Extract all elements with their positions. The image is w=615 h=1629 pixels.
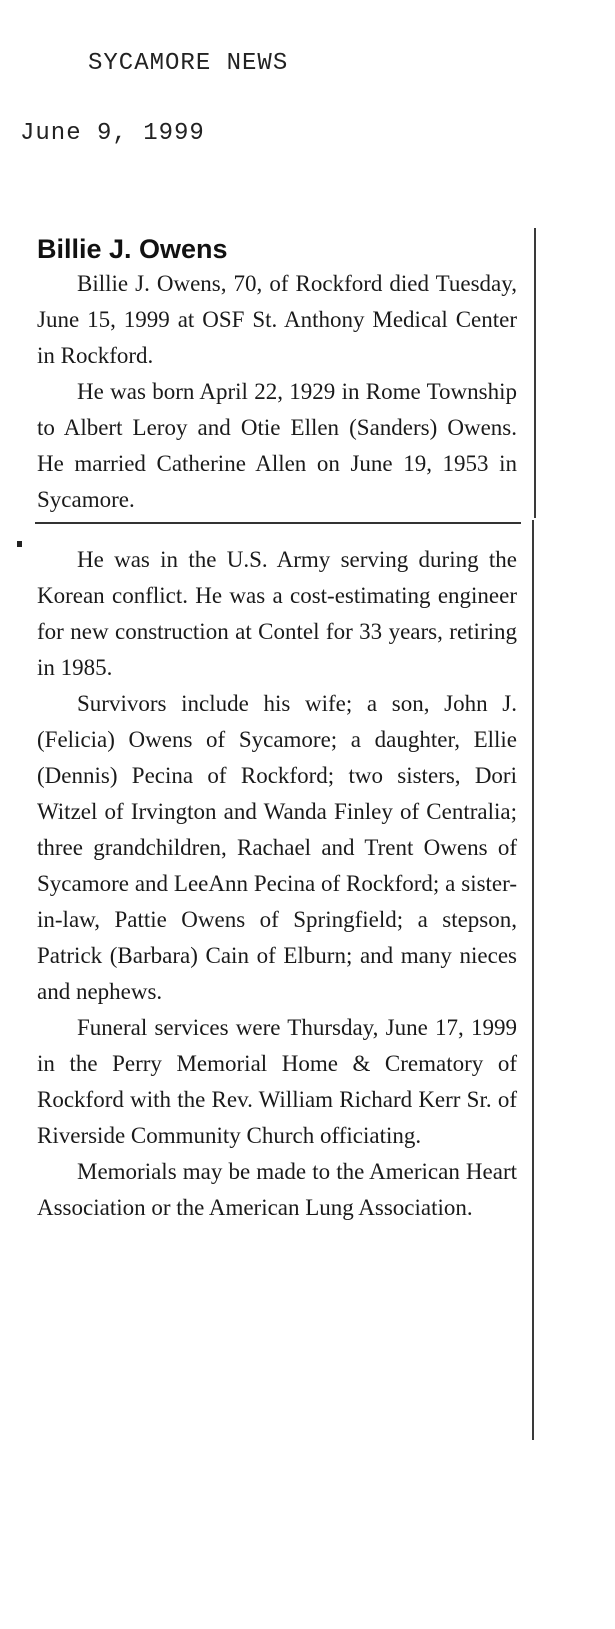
scan-speck	[17, 541, 22, 547]
obituary-paragraph-birth: He was born April 22, 1929 in Rome Township to Albert Leroy and Otie Ellen (Sanders) Owens. He married Catherine Allen on June 19, 1953 in Sycamore.	[37, 379, 517, 512]
obituary-clipping	[37, 234, 517, 1226]
publication-date: June 9, 1999	[20, 120, 205, 147]
obituary-paragraph-career: He was in the U.S. Army serving during the Korean conflict. He was a cost-estimating engineer for new construction at Contel for 33 years, retiring in 1985.	[37, 546, 517, 680]
newspaper-name: SYCAMORE NEWS	[88, 50, 289, 77]
column-break-rule	[35, 522, 521, 524]
obituary-paragraph-funeral: Funeral services were Thursday, June 17, 1999 in the Perry Memorial Home & Crematory of Rockford with the Rev. William Richard Kerr Sr. of Riverside Community Church officiating.	[37, 1014, 517, 1148]
clipping-edge-upper	[534, 228, 536, 518]
clipping-edge-lower	[532, 520, 534, 1440]
obituary-paragraph-memorials: Memorials may be made to the American Heart Association or the American Lung Association.	[37, 1158, 517, 1220]
obituary-paragraph-survivors: Survivors include his wife; a son, John J. (Felicia) Owens of Sycamore; a daughter, Ellie (Dennis) Pecina of Rockford; two sisters, Dori Witzel of Irvington and Wanda Finley of Centralia; three grandchildren, Rachael and Trent Owens of Sycamore and LeeAnn Pecina of Rockford; a sister-in-law, Pattie Owens of Springfield; a stepson, Patrick (Barbara) Cain of Elburn; and many nieces and nephews.	[37, 690, 517, 1004]
obituary-paragraph-death: Billie J. Owens, 70, of Rockford died Tuesday, June 15, 1999 at OSF St. Anthony Medical Center in Rockford.	[37, 271, 517, 368]
obituary-headline: Billie J. Owens	[37, 234, 228, 264]
